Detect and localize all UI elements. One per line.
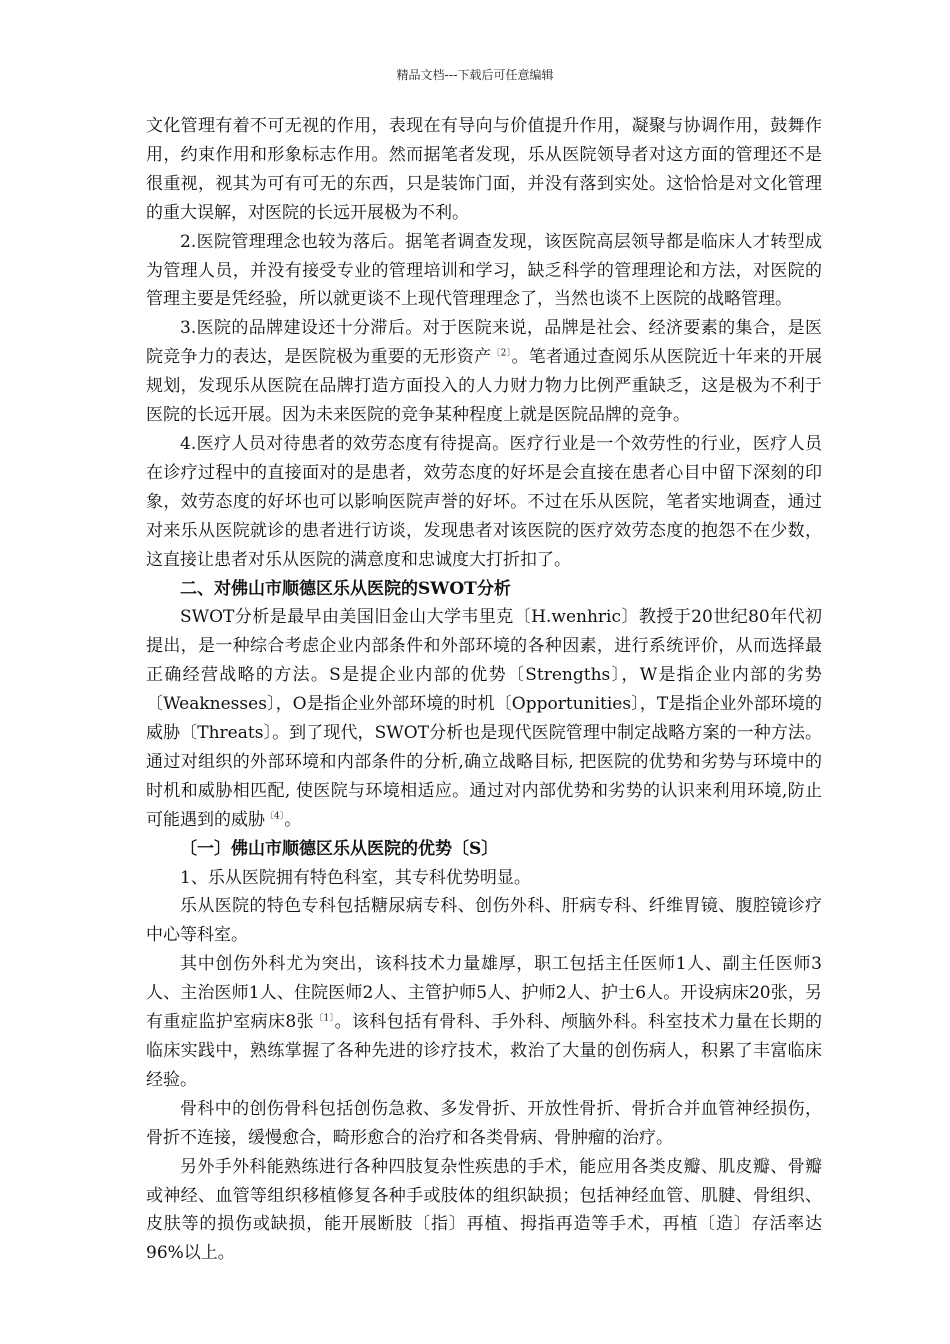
- page-header: 精品文档---下载后可任意编辑: [396, 68, 554, 82]
- paragraph-management-concept: 2.医院管理理念也较为落后。据笔者调查发现，该医院高层领导都是临床人才转型成为管理人员，并没有接受专业的管理培训和学习，缺乏科学的管理理论和方法，对医院的管理主要是凭经验，所以就更谈不上现代管理理念了，当然也谈不上医院的战略管理。: [146, 231, 822, 310]
- section-heading-swot: 二、对佛山市顺德区乐从医院的SWOT分析: [180, 578, 511, 599]
- paragraph-text-part: 3.医院的品牌建设还十分滞后。对于医院来说，品牌是社会、经济要素的集合，是医院竞争力的表达，是医院极为重要的无形资产: [146, 318, 822, 368]
- paragraph-culture-management: 文化管理有着不可无视的作用，表现在有导向与价值提升作用，凝聚与协调作用，鼓舞作用，约束作用和形象标志作用。然而据笔者发现，乐从医院领导者对这方面的管理还不是很重视，视其为可有可无的东西，只是装饰门面，并没有落到实处。这恰恰是对文化管理的重大误解，对医院的长远开展极为不利。: [146, 116, 822, 223]
- paragraph-text-part: 。: [284, 809, 302, 830]
- subsection-heading-strengths: 〔一〕佛山市顺德区乐从医院的优势〔S〕: [180, 838, 499, 859]
- paragraph-orthopedics: 骨科中的创伤骨科包括创伤急救、多发骨折、开放性骨折、骨折合并血管神经损伤，骨折不连接，缓慢愈合，畸形愈合的治疗和各类骨病、骨肿瘤的治疗。: [146, 1098, 822, 1148]
- paragraph-text-part: SWOT分析是最早由美国旧金山大学韦里克〔H.wenhric〕教授于20世纪80年代初提出，是一种综合考虑企业内部条件和外部环境的各种因素，进行系统评价，从而选择最正确经营战略的方法。S是提企业内部的优势〔Strengths〕，W是指企业内部的劣势〔Weaknesses〕，O是指企业外部环境的时机〔Opportunities〕，T是指企业外部环境的威胁〔Threats〕。到了现代，SWOT分析也是现代医院管理中制定战略方案的一种方法。通过对组织的外部环境和内部条件的分析,确立战略目标, 把医院的优势和劣势与环境中的时机和威胁相匹配, 使医院与环境相适应。通过对内部优势和劣势的认识来利用环境,防止可能遇到的威胁: [146, 607, 822, 830]
- paragraph-brand-building: [146, 314, 822, 430]
- citation-ref: 〔4〕: [265, 811, 285, 822]
- paragraph-hand-surgery: 另外手外科能熟练进行各种四肢复杂性疾患的手术，能应用各类皮瓣、肌皮瓣、骨瓣或神经、血管等组织移植修复各种手或肢体的组织缺损；包括神经血管、肌腱、骨组织、皮肤等的损伤或缺损，能开展断肢〔指〕再植、拇指再造等手术，再植〔造〕存活率达96%以上。: [146, 1156, 822, 1264]
- paragraph-text-part: 。笔者通过查阅乐从医院近十年来的开展规划，发现乐从医院在品牌打造方面投入的人力财力物力比例严重缺乏，这是极为不利于医院的长远开展。因为未来医院的竞争某种程度上就是医院品牌的竞争。: [146, 347, 823, 426]
- paragraph-specialty-advantage: 1、乐从医院拥有特色科室，其专科优势明显。: [180, 867, 531, 888]
- paragraph-trauma-surgery: [146, 950, 822, 1095]
- citation-ref: 〔1〕: [314, 1013, 335, 1024]
- citation-ref: 〔2〕: [491, 348, 512, 359]
- paragraph-service-attitude: 4.医疗人员对待患者的效劳态度有待提高。医疗行业是一个效劳性的行业，医疗人员在诊疗过程中的直接面对的是患者，效劳态度的好坏是会直接在患者心目中留下深刻的印象，效劳态度的好坏也可以影响医院声誉的好坏。不过在乐从医院，笔者实地调查，通过对来乐从医院就诊的患者进行访谈，发现患者对该医院的医疗效劳态度的抱怨不在少数，这直接让患者对乐从医院的满意度和忠诚度大打折扣了。: [146, 433, 822, 570]
- paragraph-text-part: 其中创伤外科尤为突出，该科技术力量雄厚，职工包括主任医师1人、副主任医师3人、主治医师1人、住院医师2人、主管护师5人、护师2人、护士6人。开设病床20张，另有重症监护室病床8张: [146, 954, 822, 1033]
- paragraph-swot-definition: [146, 603, 822, 834]
- paragraph-text-part: 。该科包括有骨科、手外科、颅脑外科。科室技术力量在长期的临床实践中，熟练掌握了各种先进的诊疗技术，救治了大量的创伤病人，积累了丰富临床经验。: [146, 1012, 822, 1090]
- paragraph-specialty-list: 乐从医院的特色专科包括糖尿病专科、创伤外科、肝病专科、纤维胃镜、腹腔镜诊疗中心等科室。: [146, 896, 822, 946]
- document-body: [146, 112, 822, 1268]
